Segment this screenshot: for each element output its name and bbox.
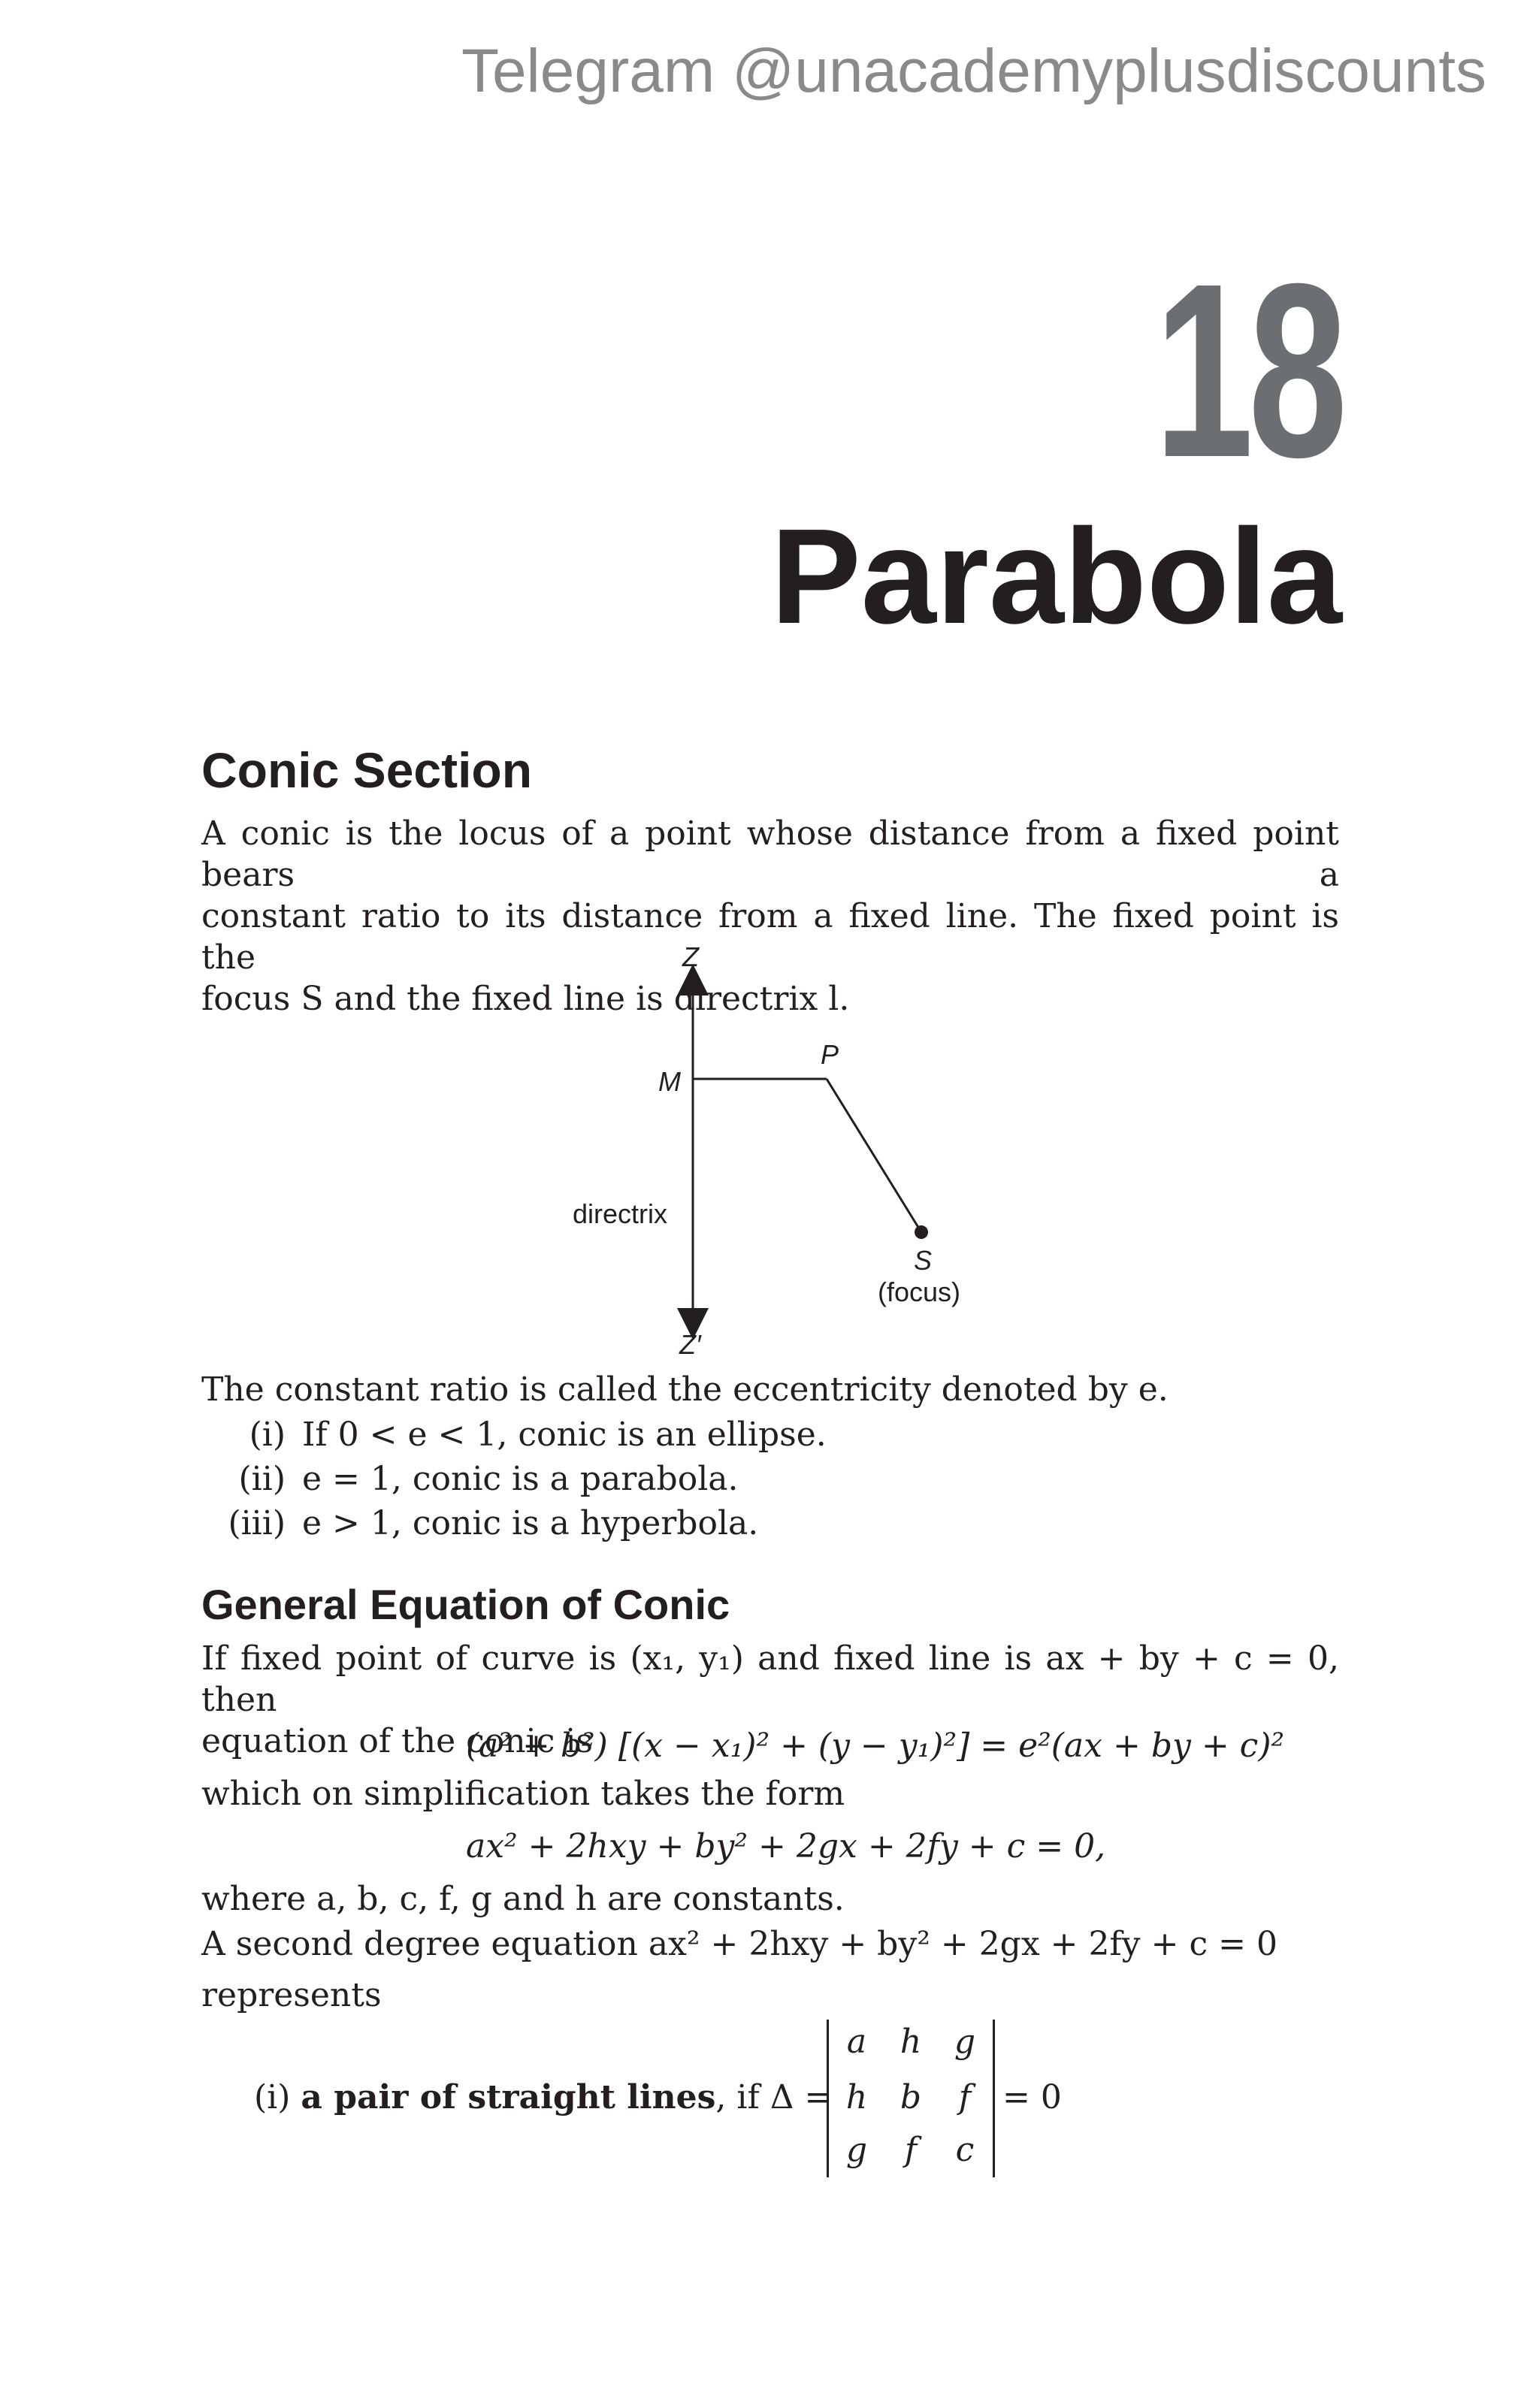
list-text: e = 1, conic is a parabola. xyxy=(302,1460,739,1498)
eccentricity-paragraph: The constant ratio is called the eccentricity denoted by e. xyxy=(201,1370,1169,1409)
watermark: Telegram @unacademyplusdiscounts xyxy=(461,37,1486,105)
second-degree-text: A second degree equation ax² + 2hxy + by² + 2gx + 2fy + c = 0 xyxy=(201,1925,1277,1963)
matrix-cell: c xyxy=(955,2131,975,2169)
matrix-cell: g xyxy=(845,2131,868,2169)
represents-text: represents xyxy=(201,1976,382,2014)
matrix-cell: a xyxy=(846,2023,867,2061)
label-s: S xyxy=(914,1245,933,1276)
matrix-cell: b xyxy=(900,2078,922,2116)
determinant-matrix xyxy=(827,2020,995,2177)
list-text: If 0 < e < 1, conic is an ellipse. xyxy=(302,1415,827,1454)
paragraph-line: constant ratio to its distance from a fixed line. The fixed point is the xyxy=(201,897,1339,977)
conic-diagram-svg xyxy=(556,941,977,1364)
condition-bold-text: a pair of straight lines xyxy=(301,2078,716,2116)
pair-of-lines-condition xyxy=(201,2020,1404,2185)
list-number: (i) xyxy=(249,1415,286,1454)
constants-text: where a, b, c, f, g and h are constants. xyxy=(201,1880,845,1918)
paragraph-line: If fixed point of curve is (x₁, y₁) and fixed line is ax + by + c = 0, then xyxy=(201,1639,1339,1719)
section-heading-conic: Conic Section xyxy=(201,742,533,798)
chapter-title: Parabola xyxy=(770,501,1342,652)
list-number: (iii) xyxy=(228,1504,286,1542)
simplification-text: which on simplification takes the form xyxy=(201,1775,845,1813)
label-directrix: directrix xyxy=(573,1198,668,1229)
condition-label xyxy=(254,2078,832,2116)
matrix-cell: g xyxy=(954,2023,976,2061)
list-item xyxy=(201,1412,827,1457)
label-p: P xyxy=(821,1039,839,1070)
label-z: Z xyxy=(682,941,699,972)
list-item xyxy=(201,1457,827,1501)
matrix-cell: h xyxy=(900,2023,922,2061)
list-number: (ii) xyxy=(238,1460,286,1498)
matrix-cell: f xyxy=(958,2078,972,2116)
equation-general-form: ax² + 2hxy + by² + 2gx + 2fy + c = 0, xyxy=(466,1827,1106,1866)
paragraph-line: focus S and the fixed line is directrix l. xyxy=(201,980,850,1018)
conic-diagram xyxy=(556,941,977,1364)
list-item xyxy=(201,1501,827,1545)
section-heading-general: General Equation of Conic xyxy=(201,1581,730,1628)
eccentricity-cases xyxy=(201,1412,827,1545)
condition-number: (i) xyxy=(254,2078,291,2116)
paragraph-line: A conic is the locus of a point whose distance from a fixed point bears a xyxy=(201,814,1339,894)
matrix-cell: f xyxy=(904,2131,918,2169)
label-focus: (focus) xyxy=(878,1277,961,1307)
determinant-equals: = 0 xyxy=(1002,2078,1062,2116)
matrix-cell: h xyxy=(845,2078,868,2116)
chapter-number: 18 xyxy=(1154,231,1342,509)
focus-point xyxy=(915,1225,928,1239)
ps-segment xyxy=(827,1079,921,1232)
condition-text: , if Δ = xyxy=(715,2078,833,2116)
paragraph-line: equation of the conic is xyxy=(201,1722,593,1760)
list-text: e > 1, conic is a hyperbola. xyxy=(302,1504,759,1542)
equation-conic: (a² + b²) [(x − x₁)² + (y − y₁)²] = e²(ax + by + c)² xyxy=(466,1727,1285,1765)
label-m: M xyxy=(658,1066,681,1097)
label-z-prime: Z′ xyxy=(679,1329,701,1360)
